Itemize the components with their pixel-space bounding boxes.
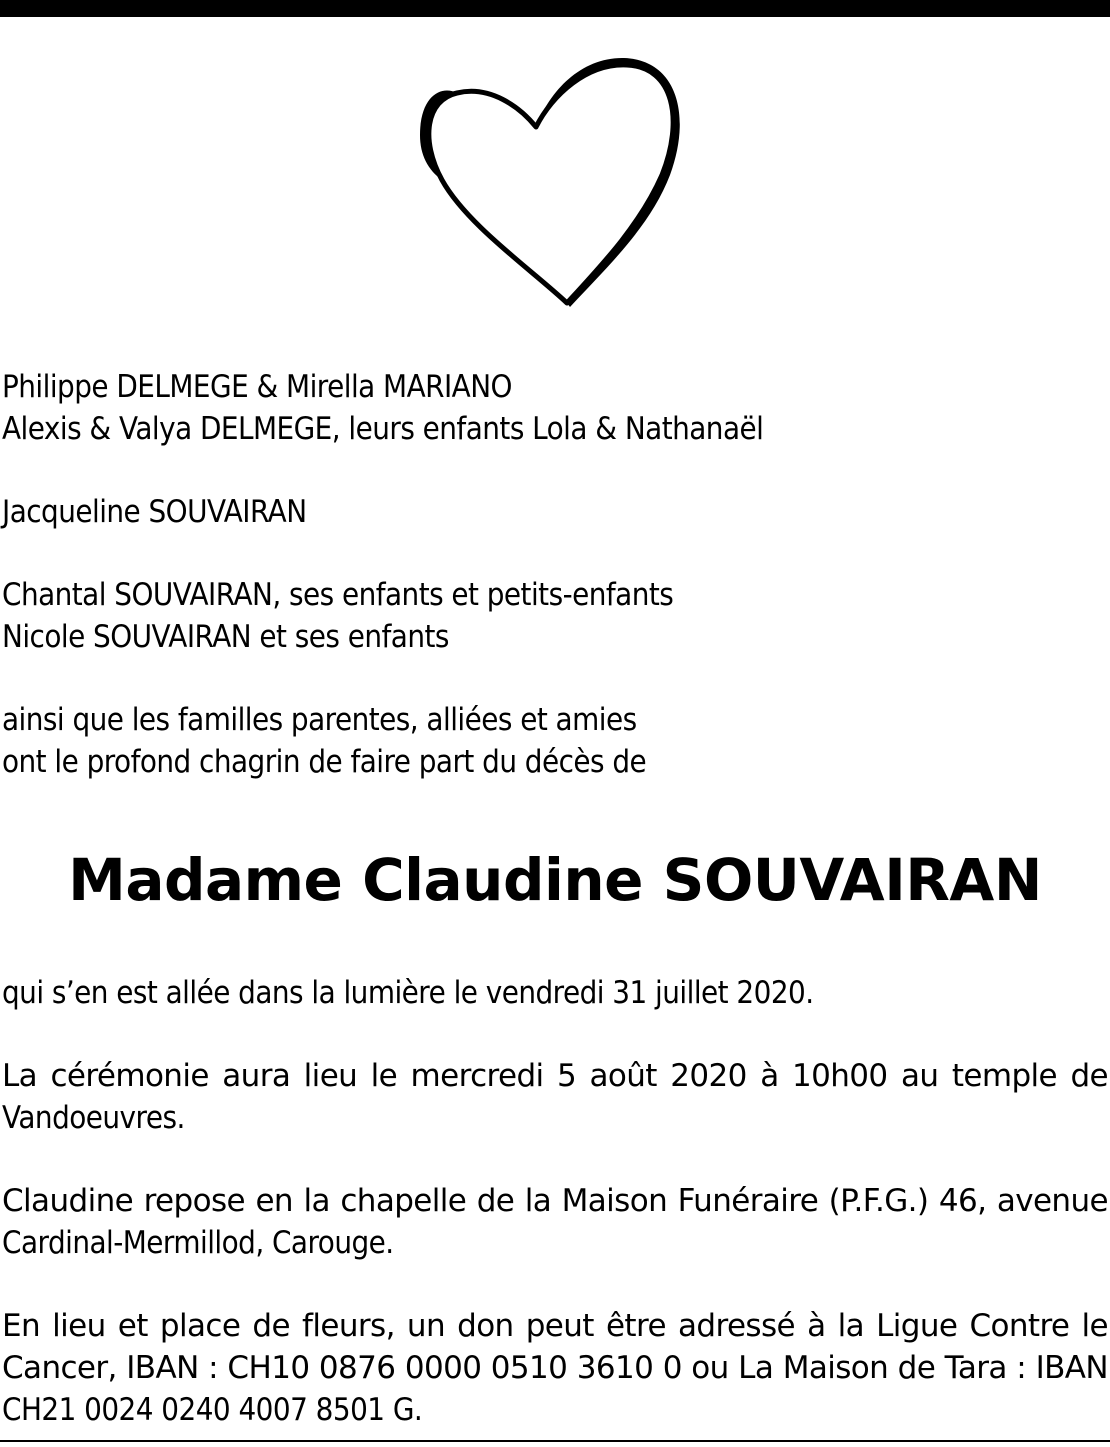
donation-text-line-3: CH21 0024 0240 4007 8501 G. (2, 1392, 423, 1428)
family-line-3: Jacqueline SOUVAIRAN (2, 494, 307, 530)
family-line-1: Philippe DELMEGE & Mirella MARIANO (2, 369, 512, 405)
rest-text-line-1: Claudine repose en la chapelle de la Maison Funéraire (P.F.G.) 46, avenue (2, 1183, 1108, 1219)
donation-text-line-2: Cancer, IBAN : CH10 0876 0000 0510 3610 0 ou La Maison de Tara : IBAN (2, 1350, 1108, 1386)
family-line-5: Nicole SOUVAIRAN et ses enfants (2, 619, 449, 655)
family-line-7: ont le profond chagrin de faire part du décès de (2, 744, 647, 780)
ceremony-text-line-2: Vandoeuvres. (2, 1100, 185, 1136)
passing-text: qui s’en est allée dans la lumière le vendredi 31 juillet 2020. (2, 975, 814, 1011)
family-line-4: Chantal SOUVAIRAN, ses enfants et petits-enfants (2, 577, 674, 613)
donation-text-line-1: En lieu et place de fleurs, un don peut être adressé à la Ligue Contre le (2, 1308, 1108, 1344)
heart-icon (412, 55, 682, 315)
rest-text-line-2: Cardinal-Mermillod, Carouge. (2, 1225, 394, 1261)
ceremony-text-line-1: La cérémonie aura lieu le mercredi 5 août 2020 à 10h00 au temple de (2, 1058, 1108, 1094)
deceased-name: Madame Claudine SOUVAIRAN (68, 846, 1042, 914)
top-border-rule (0, 0, 1110, 17)
family-line-6: ainsi que les familles parentes, alliées et amies (2, 702, 637, 738)
family-line-2: Alexis & Valya DELMEGE, leurs enfants Lola & Nathanaël (2, 411, 764, 447)
bottom-border-rule (0, 1440, 1110, 1442)
